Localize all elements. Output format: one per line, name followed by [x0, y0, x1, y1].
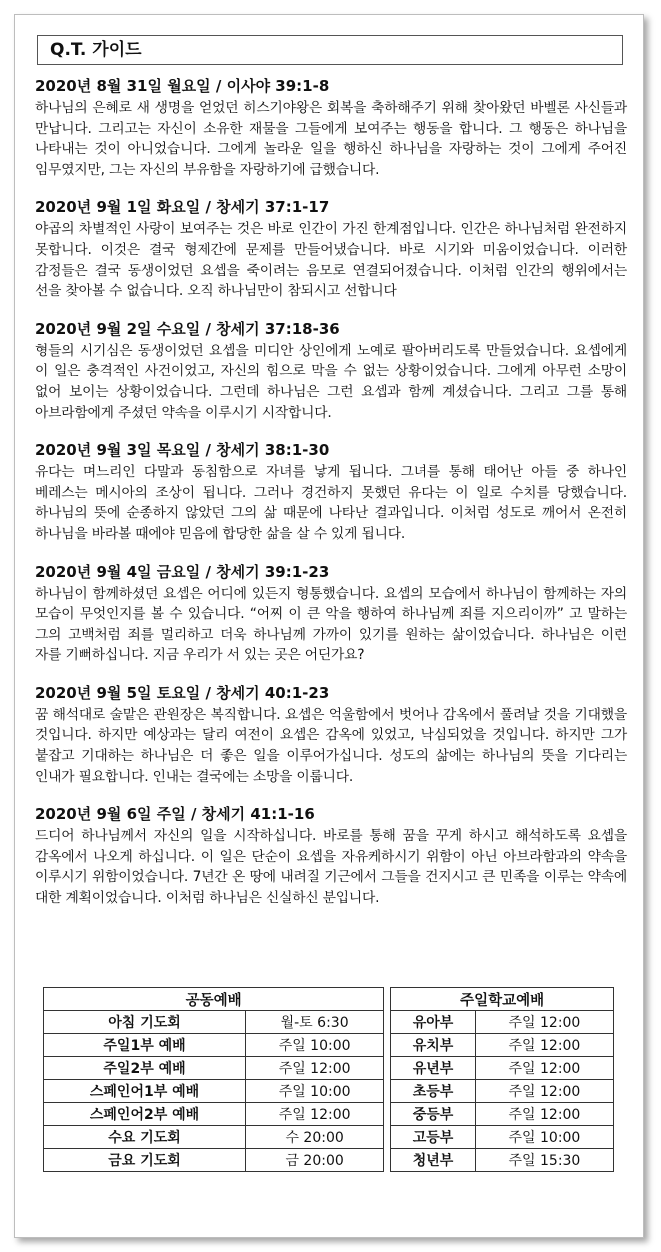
entry-heading: 2020년 9월 5일 토요일 / 창세기 40:1-23 — [35, 683, 330, 702]
qt-entry — [35, 75, 627, 180]
worship-schedule-table — [43, 987, 614, 1172]
sunday-school-header: 주일학교예배 — [391, 988, 614, 1011]
service-time: 월-토 6:30 — [246, 1011, 384, 1034]
entry-body: 드디어 하나님께서 자신의 일을 시작하십니다. 바로를 통해 꿈을 꾸게 하시고 해석하도록 요셉을 감옥에서 나오게 하십니다. 이 일은 단순이 요셉을 자유케하시기 위함이 아닌 아브라함과의 약속을 이루시기 위함이었습니다. 7년간 온 땅에 내려질 기근에서 그들을 건지시고 큰 민족을 이루는 약속에 대한 계획이었습니다. 이처럼 하나님은 신실하신 분입니다. — [35, 828, 627, 907]
service-name: 아침 기도회 — [44, 1011, 246, 1034]
page-title: Q.T. 가이드 — [37, 35, 623, 65]
service-name: 스페인어2부 예배 — [44, 1103, 246, 1126]
department-time: 주일 15:30 — [475, 1149, 613, 1172]
qt-entry — [35, 196, 627, 301]
table-row — [44, 1011, 614, 1034]
entry-heading: 2020년 9월 6일 주일 / 창세기 41:1-16 — [35, 805, 315, 824]
department-name: 유아부 — [391, 1011, 476, 1034]
service-name: 수요 기도회 — [44, 1126, 246, 1149]
table-row — [44, 1103, 614, 1126]
qt-entry — [35, 318, 627, 423]
entry-heading: 2020년 9월 3일 목요일 / 창세기 38:1-30 — [35, 441, 330, 460]
column-gap — [384, 1103, 391, 1126]
department-time: 주일 12:00 — [475, 1103, 613, 1126]
department-time: 주일 12:00 — [475, 1011, 613, 1034]
qt-entry — [35, 439, 627, 544]
column-gap — [384, 1057, 391, 1080]
department-name: 초등부 — [391, 1080, 476, 1103]
department-name: 중등부 — [391, 1103, 476, 1126]
department-name: 유년부 — [391, 1057, 476, 1080]
department-name: 유치부 — [391, 1034, 476, 1057]
bulletin-page — [14, 14, 644, 1238]
department-name: 청년부 — [391, 1149, 476, 1172]
table-row — [44, 1057, 614, 1080]
entry-body: 꿈 해석대로 술맡은 관원장은 복직합니다. 요셉은 억울함에서 벗어나 감옥에서 풀려날 것을 기대했을 것입니다. 하지만 예상과는 달리 여전이 요셉은 감옥에 있었고, 낙심되었을 것입니다. 하지만 그가 붙잡고 기대하는 하나님은 더 좋은 일을 이루어가십니다. 성도의 삶에는 하나님의 뜻을 기다리는 인내가 필요합니다. 인내는 결국에는 소망을 이룹니다. — [35, 706, 627, 785]
service-time: 주일 10:00 — [246, 1034, 384, 1057]
service-time: 수 20:00 — [246, 1126, 384, 1149]
column-gap — [384, 1034, 391, 1057]
column-gap — [384, 1126, 391, 1149]
column-gap — [384, 988, 391, 1011]
service-time: 금 20:00 — [246, 1149, 384, 1172]
entry-heading: 2020년 9월 4일 금요일 / 창세기 39:1-23 — [35, 562, 330, 581]
entry-body: 유다는 며느리인 다말과 동침함으로 자녀를 낳게 됩니다. 그녀를 통해 태어난 아들 중 하나인 베레스는 메시아의 조상이 됩니다. 그러나 경건하지 못했던 유다는 이 일로 수치를 당했습니다. 하나님의 뜻에 순종하지 않았던 그의 삶 때문에 나타난 결과입니다. 이처럼 성도로 깨어서 온전히 하나님을 바라볼 때에야 믿음에 합당한 삶을 살 수 있게 됩니다. — [35, 464, 627, 542]
service-name: 스페인어1부 예배 — [44, 1080, 246, 1103]
service-name: 주일1부 예배 — [44, 1034, 246, 1057]
service-name: 주일2부 예배 — [44, 1057, 246, 1080]
entry-body: 야곱의 차별적인 사랑이 보여주는 것은 바로 인간이 가진 한계점입니다. 인간은 하나님처럼 완전하지 못합니다. 이것은 결국 형제간에 문제를 만들어냈습니다. 바로 시기와 미움이었습니다. 이러한 감정들은 결국 동생이었던 요셉을 죽이려는 음모로 연결되어졌습니다. 이처럼 인간의 행위에서는 선을 찾아볼 수 없습니다. 오직 하나님만이 참되시고 선합니다 — [35, 221, 627, 300]
column-gap — [384, 1080, 391, 1103]
qt-entries — [35, 71, 627, 925]
entry-heading: 2020년 9월 1일 화요일 / 창세기 37:1-17 — [35, 198, 330, 217]
entry-heading: 2020년 9월 2일 수요일 / 창세기 37:18-36 — [35, 319, 340, 338]
entry-body: 형들의 시기심은 동생이었던 요셉을 미디안 상인에게 노예로 팔아버리도록 만들었습니다. 요셉에게 이 일은 충격적인 사건이었고, 자신의 힘으로 막을 수 없는 상황이었습니다. 그에게 아무런 소망이 없어 보이는 상황이었습니다. 그런데 하나님은 그런 요셉과 함께 계셨습니다. 그리고 그를 통해 아브라함에게 주셨던 약속을 이루시기 시작합니다. — [35, 342, 627, 421]
entry-body: 하나님의 은혜로 새 생명을 얻었던 히스기야왕은 회복을 축하해주기 위해 찾아왔던 바벨론 사신들과 만납니다. 그리고는 자신이 소유한 재물을 그들에게 보여주는 행동을 합니다. 그 행동은 하나님을 나타내는 것이 아니었습니다. 그에게 놀라운 일을 행하신 하나님을 자랑하는 것이 그에게 주어진 임무였지만, 그는 자신의 부유함을 자랑하기에 급했습니다. — [35, 100, 627, 178]
joint-worship-header: 공동예배 — [44, 988, 384, 1011]
department-time: 주일 10:00 — [475, 1126, 613, 1149]
department-time: 주일 12:00 — [475, 1057, 613, 1080]
schedule-header-row — [44, 988, 614, 1011]
department-time: 주일 12:00 — [475, 1080, 613, 1103]
department-name: 고등부 — [391, 1126, 476, 1149]
service-time: 주일 12:00 — [246, 1057, 384, 1080]
department-time: 주일 12:00 — [475, 1034, 613, 1057]
entry-heading: 2020년 8월 31일 월요일 / 이사야 39:1-8 — [35, 77, 330, 95]
table-row — [44, 1034, 614, 1057]
service-time: 주일 10:00 — [246, 1080, 384, 1103]
column-gap — [384, 1011, 391, 1034]
table-row — [44, 1126, 614, 1149]
qt-entry — [35, 561, 627, 666]
service-name: 금요 기도회 — [44, 1149, 246, 1172]
table-row — [44, 1080, 614, 1103]
table-row — [44, 1149, 614, 1172]
entry-body: 하나님이 함께하셨던 요셉은 어디에 있든지 형통했습니다. 요셉의 모습에서 하나님이 함께하는 자의 모습이 무엇인지를 볼 수 있습니다. “어찌 이 큰 악을 행하여 하나님께 죄를 지으리이까” 고 말하는 그의 고백처럼 죄를 멀리하고 더욱 하나님께 가까이 있기를 원하는 삶이었습니다. 하나님은 이런 자를 기뻐하십니다. 지금 우리가 서 있는 곳은 어딘가요? — [35, 585, 627, 664]
qt-entry — [35, 803, 627, 908]
column-gap — [384, 1149, 391, 1172]
service-time: 주일 12:00 — [246, 1103, 384, 1126]
qt-entry — [35, 682, 627, 787]
